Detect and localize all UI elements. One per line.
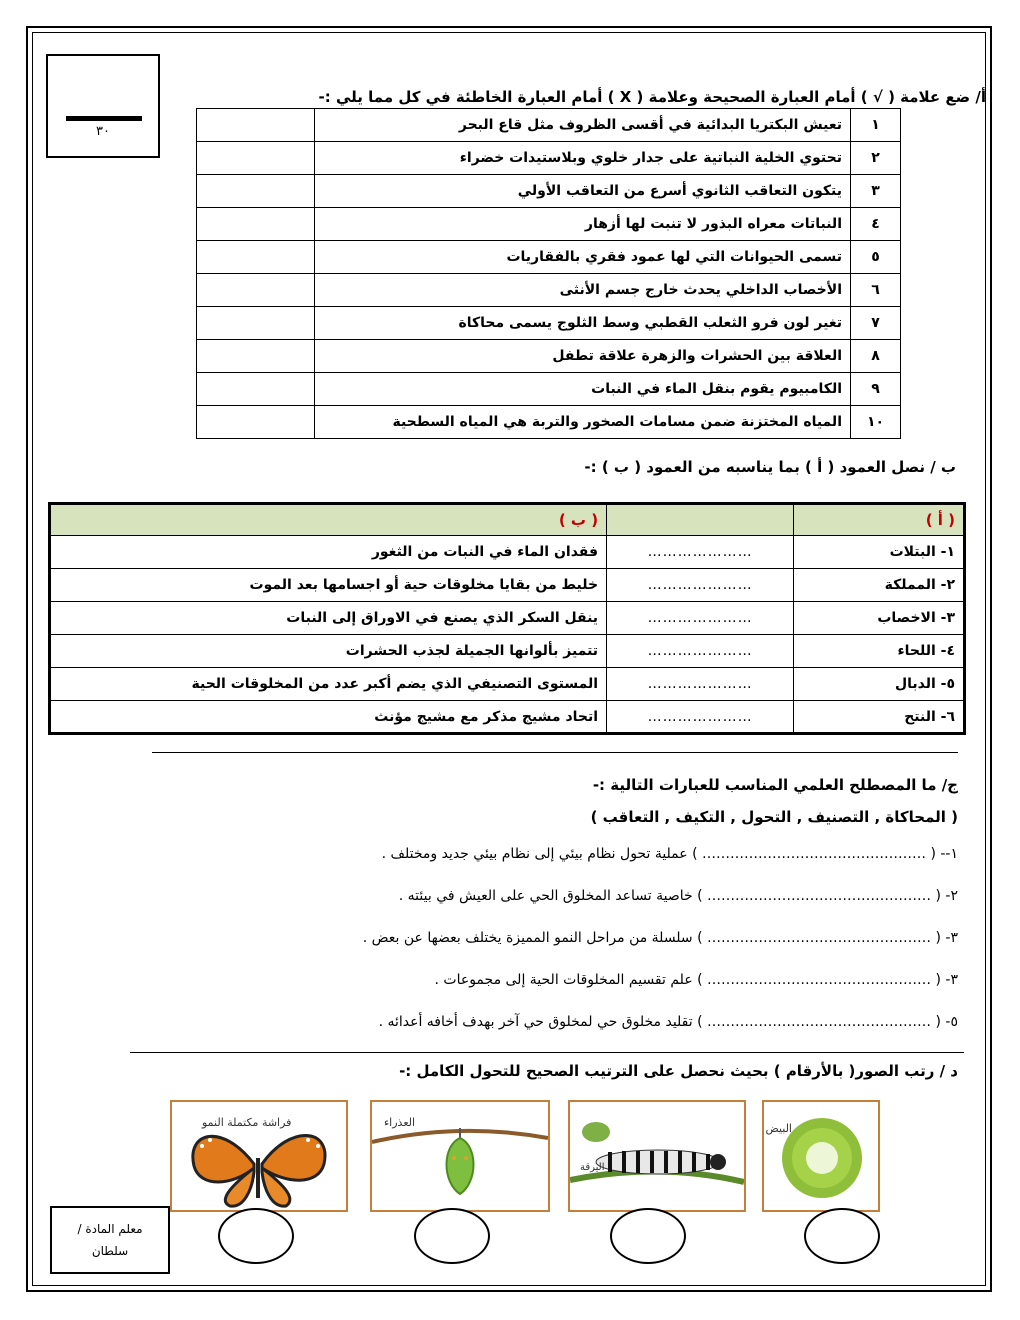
matching-header-row bbox=[50, 504, 965, 536]
teacher-name: سلطان bbox=[91, 1244, 129, 1258]
term-definition: علم تقسيم المخلوقات الحية إلى مجموعات . bbox=[434, 972, 693, 988]
term-definition: خاصية تساعد المخلوق الحي على العيش في بيئته . bbox=[398, 888, 693, 904]
answer-blank[interactable]: ………………… bbox=[607, 602, 794, 635]
term-number: ٣- bbox=[945, 972, 958, 988]
term-number: ١-- bbox=[940, 846, 958, 862]
answer-mark-cell[interactable] bbox=[197, 274, 315, 307]
answer-mark-cell[interactable] bbox=[197, 208, 315, 241]
score-line bbox=[66, 116, 142, 121]
statement-number: ٣ bbox=[851, 175, 901, 208]
answer-blank[interactable]: ………………… bbox=[607, 701, 794, 734]
order-answer-oval-caterpillar[interactable] bbox=[610, 1208, 686, 1264]
term-item bbox=[435, 972, 959, 988]
egg-picture bbox=[762, 1100, 880, 1212]
column-b-item: تتميز بألوانها الجميلة لجذب الحشرات bbox=[50, 635, 607, 668]
statement-text: يتكون التعاقب الثانوي أسرع من التعاقب الأولي bbox=[315, 175, 851, 208]
answer-column-header bbox=[607, 504, 794, 536]
statement-row bbox=[197, 175, 901, 208]
term-answer-blank[interactable]: ( ………………………………………… ) bbox=[697, 930, 941, 946]
answer-blank[interactable]: ………………… bbox=[607, 668, 794, 701]
statement-row bbox=[197, 373, 901, 406]
statement-number: ٥ bbox=[851, 241, 901, 274]
statement-row bbox=[197, 109, 901, 142]
statement-number: ٩ bbox=[851, 373, 901, 406]
column-a-item: ٥- الدبال bbox=[794, 668, 965, 701]
egg-caption: البيض bbox=[765, 1122, 792, 1135]
egg-icon bbox=[764, 1102, 878, 1210]
answer-blank[interactable]: ………………… bbox=[607, 569, 794, 602]
section-b-title: ب / نصل العمود ( أ ) بما يناسبه من العمود ( ب ) :- bbox=[584, 458, 956, 476]
answer-mark-cell[interactable] bbox=[197, 373, 315, 406]
answer-blank[interactable]: ………………… bbox=[607, 536, 794, 569]
answer-mark-cell[interactable] bbox=[197, 307, 315, 340]
order-answer-oval-butterfly[interactable] bbox=[218, 1208, 294, 1264]
column-b-item: المستوى التصنيفي الذي يضم أكبر عدد من المخلوقات الحية bbox=[50, 668, 607, 701]
statement-number: ٦ bbox=[851, 274, 901, 307]
term-item bbox=[379, 1014, 958, 1030]
term-answer-blank[interactable]: ( ………………………………………… ) bbox=[697, 888, 941, 904]
caterpillar-icon bbox=[570, 1102, 744, 1210]
column-a-item: ٦- النتح bbox=[794, 701, 965, 734]
statement-number: ٨ bbox=[851, 340, 901, 373]
answer-mark-cell[interactable] bbox=[197, 142, 315, 175]
statement-row bbox=[197, 340, 901, 373]
section-c-title: ج/ ما المصطلح العلمي المناسب للعبارات التالية :- bbox=[592, 776, 958, 794]
statement-number: ٢ bbox=[851, 142, 901, 175]
matching-row bbox=[50, 701, 965, 734]
matching-row bbox=[50, 569, 965, 602]
true-false-table bbox=[196, 108, 901, 439]
column-a-item: ١- البتلات bbox=[794, 536, 965, 569]
section-c-options: ( المحاكاة , التصنيف , التحول , التكيف , التعاقب ) bbox=[590, 808, 958, 826]
matching-table bbox=[48, 502, 966, 735]
matching-row bbox=[50, 536, 965, 569]
statement-text: تحتوي الخلية النباتية على جدار خلوي وبلاستيدات خضراء bbox=[315, 142, 851, 175]
matching-row bbox=[50, 668, 965, 701]
statement-row bbox=[197, 241, 901, 274]
divider-line bbox=[130, 1052, 964, 1053]
column-b-item: فقدان الماء في النبات من الثغور bbox=[50, 536, 607, 569]
butterfly-picture bbox=[170, 1100, 348, 1212]
statement-row bbox=[197, 208, 901, 241]
term-answer-blank[interactable]: ( ………………………………………… ) bbox=[692, 846, 936, 862]
caterpillar-caption: اليرقة bbox=[580, 1162, 605, 1173]
term-definition: عملية تحول نظام بيئي إلى نظام بيئي جديد ومختلف . bbox=[381, 846, 688, 862]
statement-text: الكامبيوم يقوم بنقل الماء في النبات bbox=[315, 373, 851, 406]
statement-text: الأخصاب الداخلي يحدث خارج جسم الأنثى bbox=[315, 274, 851, 307]
statement-number: ١ bbox=[851, 109, 901, 142]
teacher-label: معلم المادة / bbox=[77, 1222, 143, 1236]
statement-text: تعيش البكتريا البدائية في أقسى الظروف مثل قاع البحر bbox=[315, 109, 851, 142]
column-b-item: خليط من بقايا مخلوقات حية أو اجسامها بعد الموت bbox=[50, 569, 607, 602]
matching-row bbox=[50, 635, 965, 668]
term-answer-blank[interactable]: ( ………………………………………… ) bbox=[697, 972, 941, 988]
term-answer-blank[interactable]: ( ………………………………………… ) bbox=[697, 1014, 941, 1030]
pupa-picture bbox=[370, 1100, 550, 1212]
term-number: ٣- bbox=[945, 930, 958, 946]
section-a-title: أ/ ضع علامة ( √ ) أمام العبارة الصحيحة وعلامة ( X ) أمام العبارة الخاطئة في كل مما يلي :- bbox=[318, 88, 986, 106]
statement-text: النباتات معراه البذور لا تنبت لها أزهار bbox=[315, 208, 851, 241]
column-a-item: ٣- الاخصاب bbox=[794, 602, 965, 635]
answer-mark-cell[interactable] bbox=[197, 109, 315, 142]
butterfly-caption: فراشة مكتملة النمو bbox=[202, 1116, 292, 1129]
answer-mark-cell[interactable] bbox=[197, 241, 315, 274]
matching-row bbox=[50, 602, 965, 635]
column-a-item: ٢- المملكة bbox=[794, 569, 965, 602]
pupa-icon bbox=[372, 1102, 548, 1210]
column-a-header: ( أ ) bbox=[794, 504, 965, 536]
statement-text: تغير لون فرو الثعلب القطبي وسط الثلوج يسمى محاكاة bbox=[315, 307, 851, 340]
statement-number: ١٠ bbox=[851, 406, 901, 439]
answer-blank[interactable]: ………………… bbox=[607, 635, 794, 668]
caterpillar-picture bbox=[568, 1100, 746, 1212]
term-definition: تقليد مخلوق حي لمخلوق حي آخر بهدف أخافه أعدائه . bbox=[378, 1014, 693, 1030]
column-b-item: ينقل السكر الذي يصنع في الاوراق إلى النبات bbox=[50, 602, 607, 635]
statement-number: ٤ bbox=[851, 208, 901, 241]
term-definition: سلسلة من مراحل النمو المميزة يختلف بعضها عن بعض . bbox=[362, 930, 693, 946]
answer-mark-cell[interactable] bbox=[197, 406, 315, 439]
statement-row bbox=[197, 307, 901, 340]
score-box bbox=[46, 54, 160, 158]
section-d-title: د / رتب الصور( بالأرقام ) بحيث نحصل على الترتيب الصحيح للتحول الكامل :- bbox=[399, 1062, 958, 1080]
teacher-box bbox=[50, 1206, 170, 1274]
term-item bbox=[382, 846, 958, 862]
term-item bbox=[363, 930, 958, 946]
column-b-header: ( ب ) bbox=[50, 504, 607, 536]
term-number: ٢- bbox=[945, 888, 958, 904]
column-a-item: ٤- اللحاء bbox=[794, 635, 965, 668]
score-total: ٣٠ bbox=[96, 124, 110, 139]
order-answer-oval-pupa[interactable] bbox=[414, 1208, 490, 1264]
answer-mark-cell[interactable] bbox=[197, 175, 315, 208]
statement-row bbox=[197, 406, 901, 439]
term-number: ٥- bbox=[945, 1014, 958, 1030]
statement-text: تسمى الحيوانات التي لها عمود فقري بالفقاريات bbox=[315, 241, 851, 274]
order-answer-oval-egg[interactable] bbox=[804, 1208, 880, 1264]
statement-text: المياه المختزنة ضمن مسامات الصخور والتربة هي المياه السطحية bbox=[315, 406, 851, 439]
butterfly-icon bbox=[172, 1102, 346, 1210]
statement-number: ٧ bbox=[851, 307, 901, 340]
term-item bbox=[399, 888, 958, 904]
column-b-item: اتحاد مشيج مذكر مع مشيج مؤنث bbox=[50, 701, 607, 734]
statement-row bbox=[197, 142, 901, 175]
pupa-caption: العذراء bbox=[384, 1116, 416, 1129]
statement-row bbox=[197, 274, 901, 307]
statement-text: العلاقة بين الحشرات والزهرة علاقة تطفل bbox=[315, 340, 851, 373]
answer-mark-cell[interactable] bbox=[197, 340, 315, 373]
divider-line bbox=[152, 752, 958, 753]
